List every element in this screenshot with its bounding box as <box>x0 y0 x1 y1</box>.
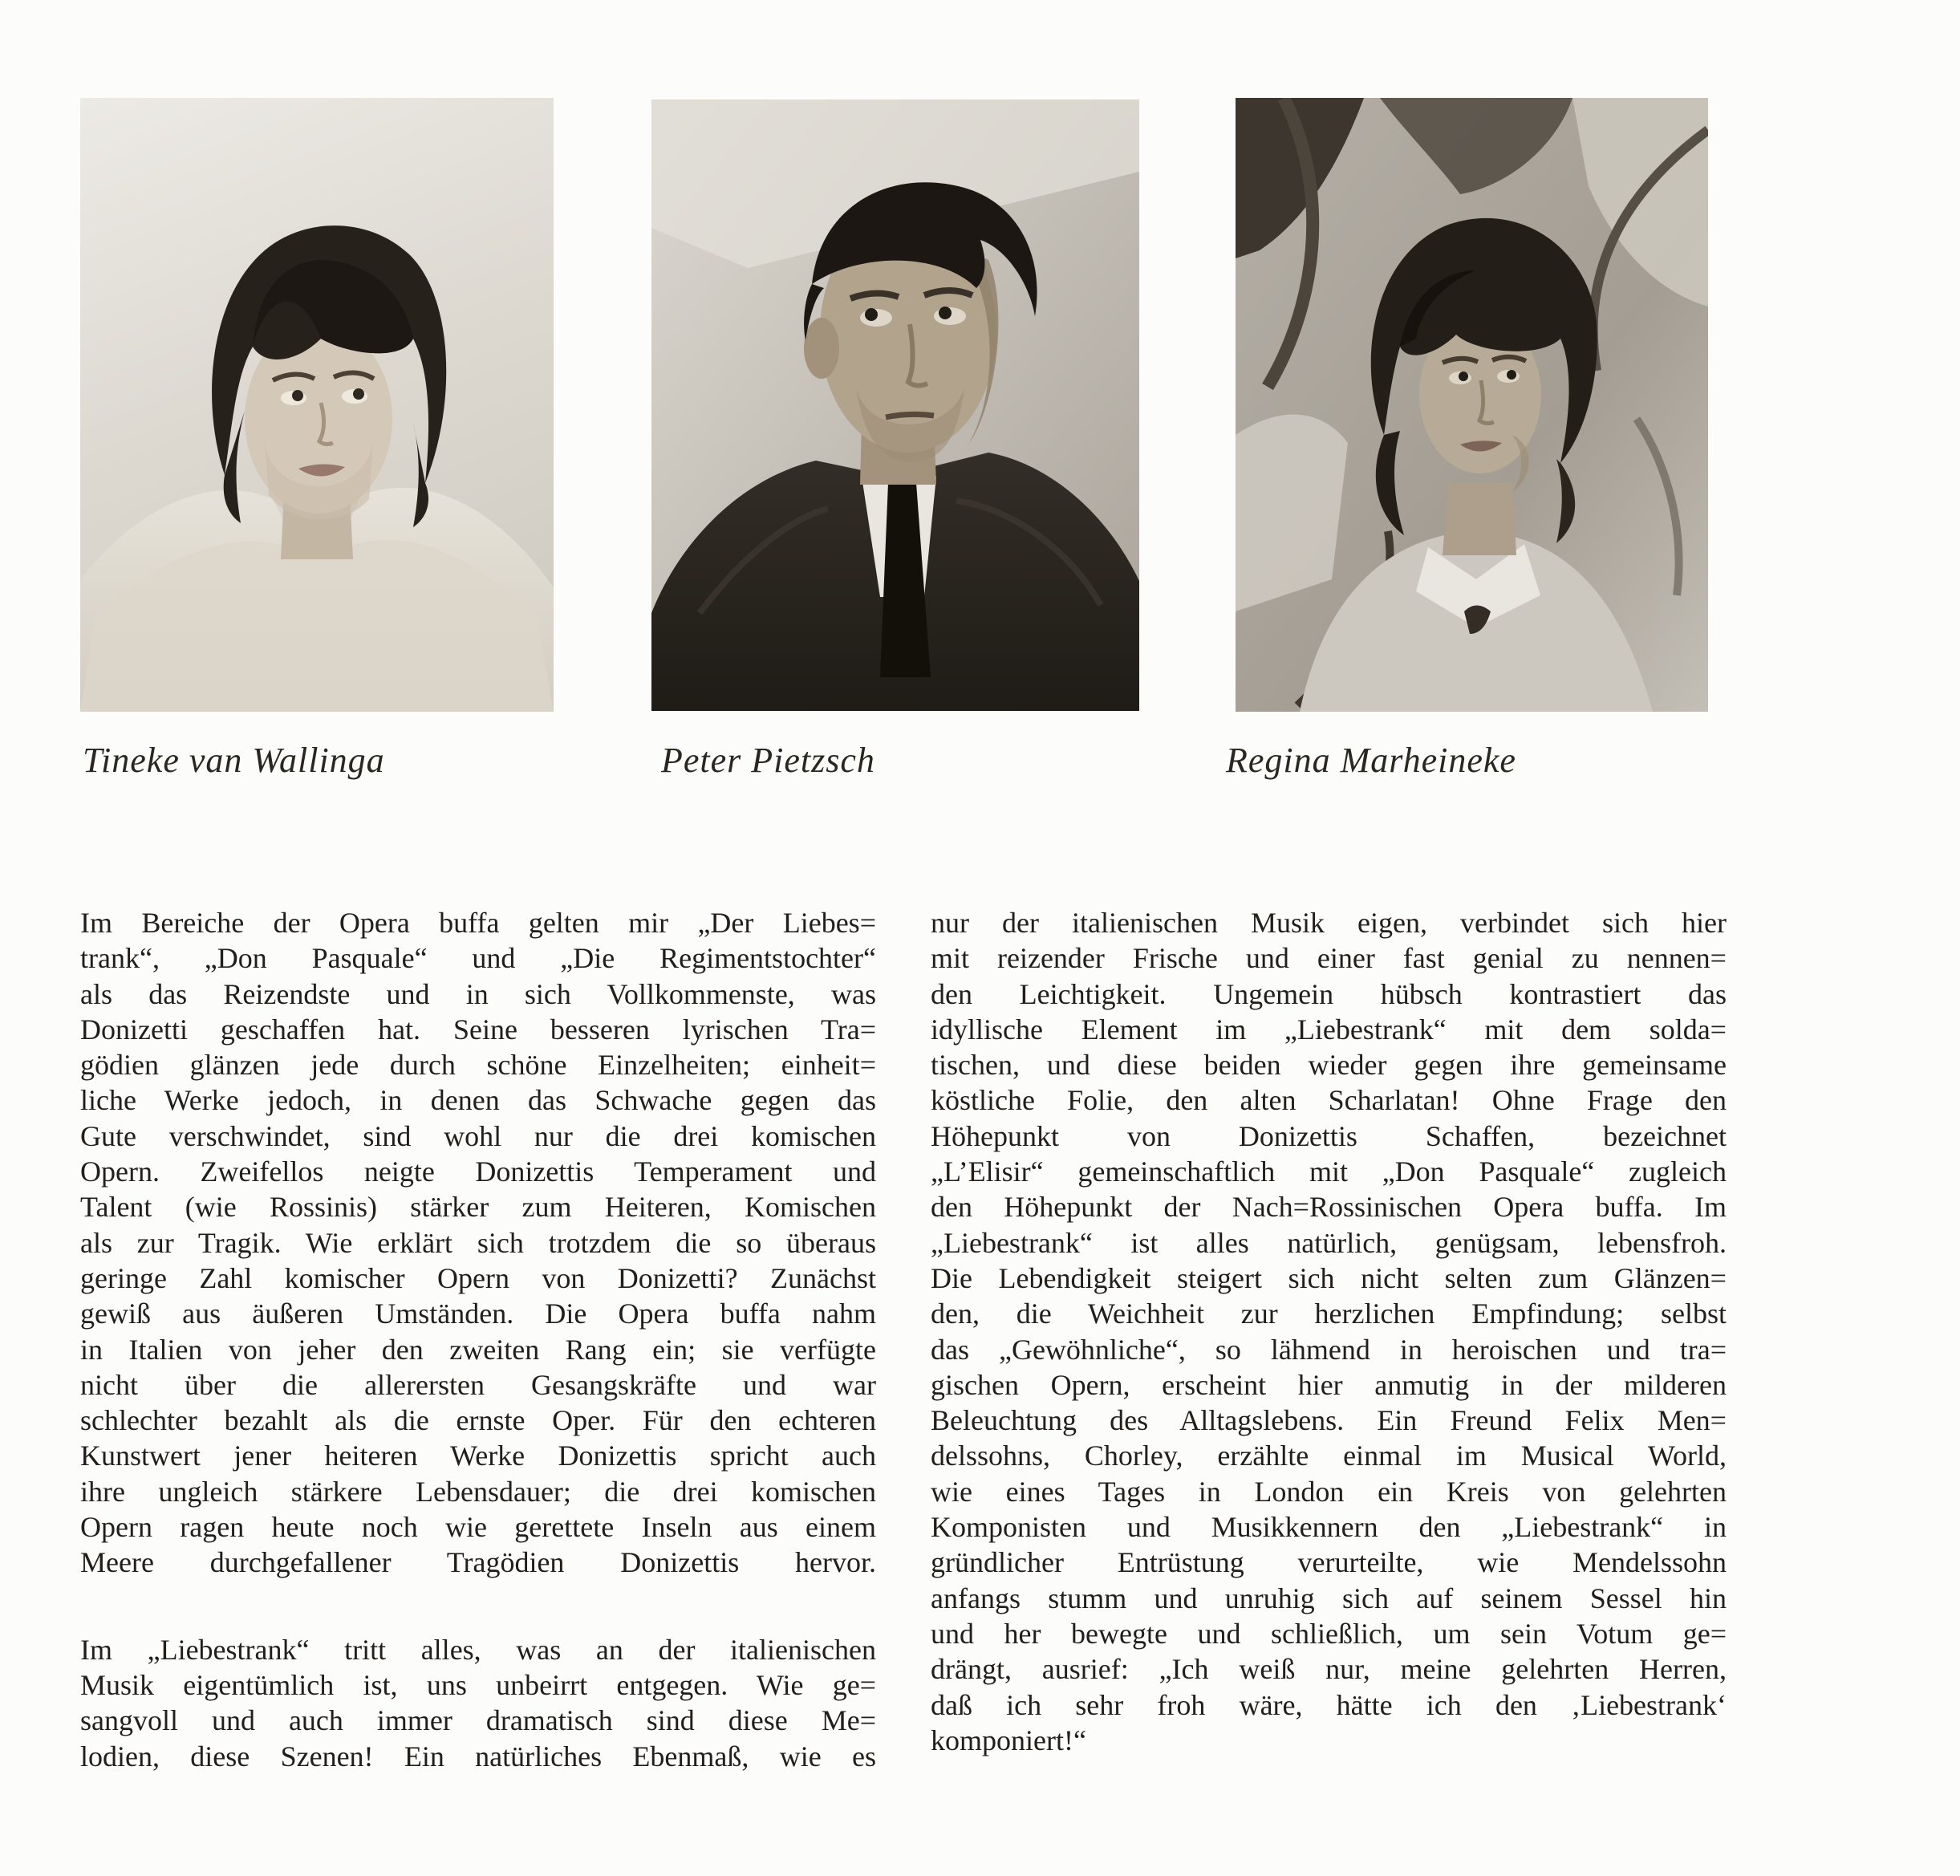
text-line: nur der italienischen Musik eigen, verbindet sich hier <box>931 907 1727 939</box>
text-line: Die Lebendigkeit steigert sich nicht selten zum Glänzen= <box>931 1261 1727 1294</box>
text-line: Donizetti geschaffen hat. Seine besseren lyrischen Tra= <box>80 1013 876 1046</box>
text-line: „Liebestrank“ ist alles natürlich, genügsam, lebensfroh. <box>931 1226 1727 1259</box>
text-line: komponiert!“ <box>931 1724 1086 1756</box>
text-line: den Höhepunkt der Nach=Rossinischen Opera buffa. Im <box>931 1191 1727 1224</box>
text-line: geringe Zahl komischer Opern von Donizetti? Zunächst <box>80 1261 876 1294</box>
text-line: gischen Opern, erscheint hier anmutig in der milderen <box>931 1368 1727 1401</box>
text-line: Kunstwert jener heiteren Werke Donizettis spricht auch <box>80 1439 876 1472</box>
text-line: sangvoll und auch immer dramatisch sind diese Me= <box>80 1704 876 1737</box>
paragraph <box>931 905 1727 1758</box>
text-line: den Leichtigkeit. Ungemein hübsch kontrastiert das <box>931 977 1727 1010</box>
text-line: ihre ungleich stärkere Lebensdauer; die drei komischen <box>80 1475 876 1508</box>
photo-caption-regina: Regina Marheineke <box>1226 741 1516 780</box>
photo-regina-marheineke <box>1236 98 1708 712</box>
text-line: und her bewegte und schließlich, um sein Votum ge= <box>931 1617 1727 1650</box>
text-line: Im Bereiche der Opera buffa gelten mir „Der Liebes= <box>80 907 876 939</box>
text-line: als das Reizendste und in sich Vollkommenste, was <box>80 977 876 1010</box>
text-line: gründlicher Entrüstung verurteilte, wie Mendelssohn <box>931 1546 1727 1579</box>
text-line: köstliche Folie, den alten Scharlatan! Ohne Frage den <box>931 1084 1727 1117</box>
text-line: das „Gewöhnliche“, so lähmend in heroischen und tra= <box>931 1333 1727 1366</box>
text-line: delssohns, Chorley, erzählte einmal im Musical World, <box>931 1439 1727 1472</box>
paragraph <box>80 1632 876 1774</box>
text-column-left <box>80 905 876 1774</box>
photo-caption-tineke: Tineke van Wallinga <box>83 741 385 780</box>
text-column-right <box>931 905 1727 1758</box>
text-line: liche Werke jedoch, in denen das Schwache gegen das <box>80 1084 876 1117</box>
text-line: Talent (wie Rossinis) stärker zum Heiteren, Komischen <box>80 1191 876 1224</box>
text-line: drängt, ausrief: „Ich weiß nur, meine gelehrten Herren, <box>931 1653 1727 1686</box>
text-line: wie eines Tages in London ein Kreis von gelehrten <box>931 1475 1727 1508</box>
portrait-woman-illustration <box>80 98 554 712</box>
text-line: gewiß aus äußeren Umständen. Die Opera buffa nahm <box>80 1297 876 1330</box>
text-line: Gute verschwindet, sind wohl nur die drei komischen <box>80 1119 876 1152</box>
text-line: Komponisten und Musikkennern den „Liebestrank“ in <box>931 1511 1727 1544</box>
text-line: idyllische Element im „Liebestrank“ mit dem solda= <box>931 1013 1727 1046</box>
text-line: als zur Tragik. Wie erklärt sich trotzdem die so überaus <box>80 1226 876 1259</box>
portrait-woman-stage-illustration <box>1236 98 1708 712</box>
text-line: tischen, und diese beiden wieder gegen ihre gemeinsame <box>931 1049 1727 1082</box>
text-line: anfangs stumm und unruhig sich auf seinem Sessel hin <box>931 1582 1727 1614</box>
text-line: Musik eigentümlich ist, uns unbeirrt entgegen. Wie ge= <box>80 1668 876 1701</box>
text-line: mit reizender Frische und einer fast genial zu nennen= <box>931 942 1727 975</box>
text-line: trank“, „Don Pasquale“ und „Die Regimentstochter“ <box>80 942 876 975</box>
paragraph <box>80 905 876 1581</box>
text-line: nicht über die allerersten Gesangskräfte und war <box>80 1368 876 1401</box>
text-line: in Italien von jeher den zweiten Rang ein; sie verfügte <box>80 1333 876 1366</box>
portrait-man-illustration <box>651 99 1139 711</box>
text-line: Opern ragen heute noch wie gerettete Inseln aus einem <box>80 1511 876 1544</box>
text-line: Im „Liebestrank“ tritt alles, was an der italienischen <box>80 1633 876 1666</box>
photo-tineke-van-wallinga <box>80 98 554 712</box>
text-line: schlechter bezahlt als die ernste Oper. Für den echteren <box>80 1404 876 1437</box>
text-line: Höhepunkt von Donizettis Schaffen, bezeichnet <box>931 1119 1727 1152</box>
text-line: daß ich sehr froh wäre, hätte ich den ‚Liebestrank‘ <box>931 1688 1727 1721</box>
photo-peter-pietzsch <box>651 99 1139 711</box>
photo-caption-peter: Peter Pietzsch <box>661 741 875 780</box>
text-line: Opern. Zweifellos neigte Donizettis Temperament und <box>80 1155 876 1188</box>
text-line: Meere durchgefallener Tragödien Donizettis hervor. <box>80 1546 876 1579</box>
text-line: „L’Elisir“ gemeinschaftlich mit „Don Pasquale“ zugleich <box>931 1155 1727 1188</box>
text-line: gödien glänzen jede durch schöne Einzelheiten; einheit= <box>80 1049 876 1082</box>
text-line: Beleuchtung des Alltagslebens. Ein Freund Felix Men= <box>931 1404 1727 1437</box>
text-line: den, die Weichheit zur herzlichen Empfindung; selbst <box>931 1297 1727 1330</box>
text-line: lodien, diese Szenen! Ein natürliches Ebenmaß, wie es <box>80 1740 876 1772</box>
